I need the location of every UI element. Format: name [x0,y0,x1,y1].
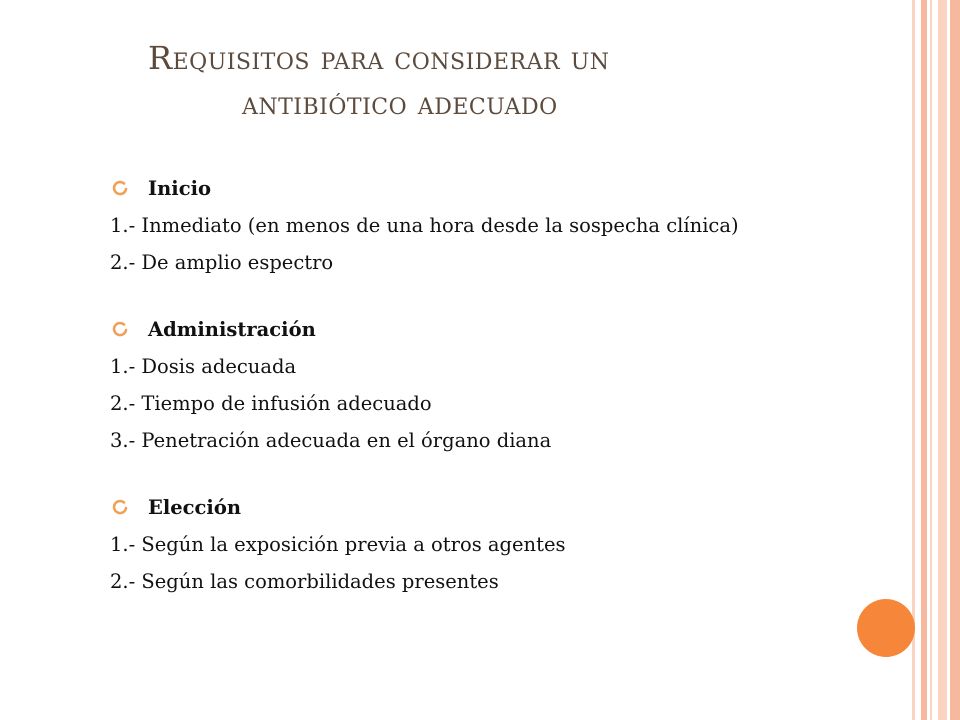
section-heading [110,311,870,348]
slide-body [110,170,870,630]
list-item: 2.- Según las comorbilidades presentes [110,570,499,593]
section-heading-text: Inicio [148,177,211,200]
fishhook-bullet-icon [111,499,129,517]
list-item: 1.- Dosis adecuada [110,355,297,378]
list-item: 1.- Inmediato (en menos de una hora desde la sospecha clínica) [110,214,739,237]
slide-title-line-1: Requisitos para considerar un [148,39,610,77]
section-eleccion [110,489,870,600]
list-item: 2.- De amplio espectro [110,251,334,274]
section-heading [110,170,870,207]
section-administracion [110,311,870,459]
orange-circle-icon [857,599,915,657]
decorative-side-stripes [912,0,960,720]
fishhook-bullet-icon [111,180,129,198]
list-item: 1.- Según la exposición previa a otros agentes [110,533,566,556]
section-heading-text: Administración [148,318,316,341]
section-inicio [110,170,870,281]
list-item: 2.- Tiempo de infusión adecuado [110,392,432,415]
fishhook-bullet-icon [111,321,129,339]
list-item: 3.- Penetración adecuada en el órgano diana [110,429,552,452]
slide-title [148,36,788,126]
section-heading [110,489,870,526]
section-heading-text: Elección [148,496,242,519]
slide-title-line-2: antibiótico adecuado [242,83,558,122]
